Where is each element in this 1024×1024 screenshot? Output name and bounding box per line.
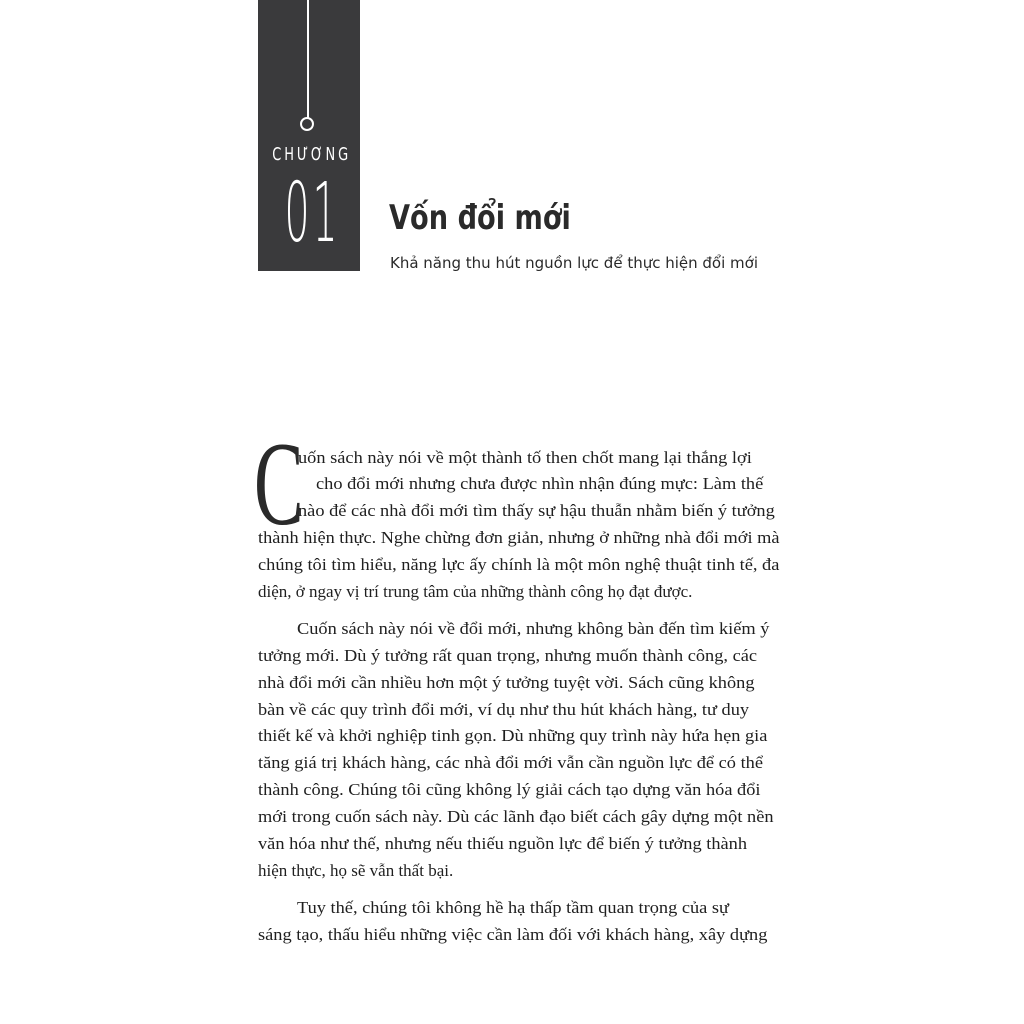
body-line: thiết kế và khởi nghiệp tinh gọn. Dù những quy trình này hứa hẹn gia xyxy=(258,726,768,745)
body-line: Tuy thế, chúng tôi không hề hạ thấp tầm quan trọng của sự xyxy=(297,898,729,917)
body-line: diện, ở ngay vị trí trung tâm của những thành công họ đạt được. xyxy=(258,582,693,601)
body-line: uốn sách này nói về một thành tố then chốt mang lại thắng lợi xyxy=(298,448,752,467)
drop-cap: C xyxy=(254,417,304,550)
body-line: hiện thực, họ sẽ vẫn thất bại. xyxy=(258,861,454,880)
body-line: sáng tạo, thấu hiểu những việc cần làm đối với khách hàng, xây dựng xyxy=(258,925,768,944)
chapter-subtitle: Khả năng thu hút nguồn lực để thực hiện đổi mới xyxy=(390,254,758,272)
chapter-number: 01 xyxy=(284,166,341,261)
body-line: Cuốn sách này nói về đổi mới, nhưng không bàn đến tìm kiếm ý xyxy=(297,619,770,638)
body-line: tưởng mới. Dù ý tưởng rất quan trọng, nhưng muốn thành công, các xyxy=(258,646,758,665)
body-line: mới trong cuốn sách này. Dù các lãnh đạo biết cách gây dựng một nền xyxy=(258,807,774,826)
chapter-label: CHƯƠNG xyxy=(272,144,352,165)
body-line: tăng giá trị khách hàng, các nhà đổi mới vẫn cần nguồn lực để có thể xyxy=(258,753,764,772)
chapter-banner-circle xyxy=(300,117,314,131)
chapter-banner-line xyxy=(307,0,309,118)
body-line: cho đổi mới nhưng chưa được nhìn nhận đúng mực: Làm thế xyxy=(316,474,764,493)
body-line: văn hóa như thế, nhưng nếu thiếu nguồn lực để biến ý tưởng thành xyxy=(258,834,748,853)
body-line: nhà đổi mới cần nhiều hơn một ý tưởng tuyệt vời. Sách cũng không xyxy=(258,673,755,692)
chapter-title: Vốn đổi mới xyxy=(389,198,571,238)
body-line: bàn về các quy trình đổi mới, ví dụ như thu hút khách hàng, tư duy xyxy=(258,700,750,719)
body-line: thành hiện thực. Nghe chừng đơn giản, nhưng ở những nhà đổi mới mà xyxy=(258,528,780,547)
body-line: nào để các nhà đổi mới tìm thấy sự hậu thuẫn nhằm biến ý tưởng xyxy=(298,501,775,520)
body-line: thành công. Chúng tôi cũng không lý giải cách tạo dựng văn hóa đổi xyxy=(258,780,761,799)
body-line: chúng tôi tìm hiểu, năng lực ấy chính là một môn nghệ thuật tinh tế, đa xyxy=(258,555,780,574)
